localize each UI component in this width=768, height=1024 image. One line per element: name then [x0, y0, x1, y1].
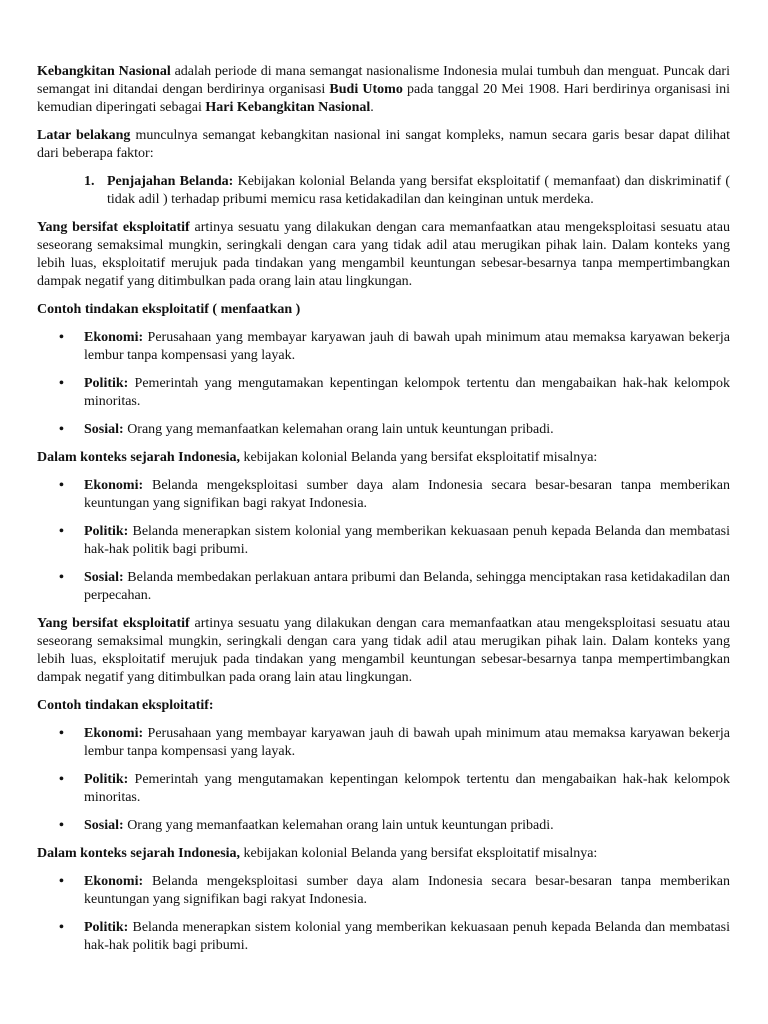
- item-text: Orang yang memanfaatkan kelemahan orang lain untuk keuntungan pribadi.: [123, 422, 554, 437]
- intro-paragraph: [37, 63, 730, 117]
- list-item: [37, 771, 730, 807]
- factor-item: [37, 173, 730, 209]
- item-label: Sosial:: [84, 818, 124, 833]
- list-item: [37, 725, 730, 761]
- definition-text: artinya sesuatu yang dilakukan dengan cara memanfaatkan atau mengeksploitasi sesuatu atau seseorang semaksimal mungkin, seringkali dengan cara yang tidak adil atau merugikan pihak lain. Dalam konteks yang lebih luas, eksploitatif merujuk pada tindakan yang mengambil keuntungan sebesar-besarnya tanpa mempertimbangkan dampak negatif yang ditimbulkan pada orang lain atau lingkungan.: [37, 220, 730, 289]
- intro-term: Kebangkitan Nasional: [37, 64, 171, 79]
- list-item: [37, 329, 730, 365]
- context-list: [37, 477, 730, 605]
- item-label: Ekonomi:: [84, 726, 144, 741]
- item-text: Perusahaan yang membayar karyawan jauh di bawah upah minimum atau memaksa karyawan bekerja lembur tanpa kompensasi yang layak.: [84, 330, 730, 363]
- context-paragraph: [37, 449, 730, 467]
- list-item: [37, 919, 730, 955]
- item-text: Pemerintah yang mengutamakan kepentingan kelompok tertentu dan mengabaikan hak-hak kelompok minoritas.: [84, 772, 730, 805]
- context-text: kebijakan kolonial Belanda yang bersifat eksploitatif misalnya:: [240, 450, 598, 465]
- definition-text: artinya sesuatu yang dilakukan dengan cara memanfaatkan atau mengeksploitasi sesuatu atau seseorang semaksimal mungkin, seringkali dengan cara yang tidak adil atau merugikan pihak lain. Dalam konteks yang lebih luas, eksploitatif merujuk pada tindakan yang mengambil keuntungan sebesar-besarnya tanpa mempertimbangkan dampak negatif yang ditimbulkan pada orang lain atau lingkungan.: [37, 616, 730, 685]
- list-item: [37, 375, 730, 411]
- examples-heading-text: Contoh tindakan eksploitatif:: [37, 698, 214, 713]
- examples-heading: [37, 301, 730, 319]
- examples-heading: [37, 697, 730, 715]
- item-label: Ekonomi:: [84, 330, 144, 345]
- context-term: Dalam konteks sejarah Indonesia,: [37, 450, 241, 465]
- definition-paragraph: [37, 219, 730, 291]
- item-text: Belanda menerapkan sistem kolonial yang memberikan kekuasaan penuh kepada Belanda dan membatasi hak-hak politik bagi pribumi.: [84, 524, 730, 557]
- context-list: [37, 873, 730, 955]
- item-label: Politik:: [84, 524, 129, 539]
- item-text: Orang yang memanfaatkan kelemahan orang lain untuk keuntungan pribadi.: [123, 818, 554, 833]
- item-text: Perusahaan yang membayar karyawan jauh di bawah upah minimum atau memaksa karyawan bekerja lembur tanpa kompensasi yang layak.: [84, 726, 730, 759]
- item-label: Politik:: [84, 376, 129, 391]
- item-text: Belanda membedakan perlakuan antara pribumi dan Belanda, sehingga menciptakan rasa ketidakadilan dan perpecahan.: [84, 570, 730, 603]
- item-text: Belanda menerapkan sistem kolonial yang memberikan kekuasaan penuh kepada Belanda dan membatasi hak-hak politik bagi pribumi.: [84, 920, 730, 953]
- list-item: [37, 523, 730, 559]
- list-item: [37, 421, 730, 439]
- intro-text: adalah periode di mana semangat nasionalisme Indonesia mulai tumbuh dan menguat. Puncak dari semangat ini ditandai dengan berdirinya organisasi: [37, 64, 730, 97]
- examples-list: [37, 725, 730, 835]
- item-label: Politik:: [84, 920, 129, 935]
- list-item: [37, 817, 730, 835]
- commemoration-day: Hari Kebangkitan Nasional: [205, 100, 371, 115]
- factor-text: Kebijakan kolonial Belanda yang bersifat eksploitatif ( memanfaat) dan diskriminatif ( tidak adil ) terhadap pribumi memicu rasa ketidakadilan dan keinginan untuk merdeka.: [107, 174, 730, 207]
- item-label: Politik:: [84, 772, 129, 787]
- item-label: Ekonomi:: [84, 478, 144, 493]
- intro-text: pada tanggal 20 Mei 1908. Hari berdirinya organisasi ini kemudian diperingati sebagai: [37, 82, 731, 115]
- item-label: Ekonomi:: [84, 874, 144, 889]
- item-text: Pemerintah yang mengutamakan kepentingan kelompok tertentu dan mengabaikan hak-hak kelompok minoritas.: [84, 376, 730, 409]
- item-text: Belanda mengeksploitasi sumber daya alam Indonesia secara besar-besaran tanpa memberikan keuntungan yang signifikan bagi rakyat Indonesia.: [84, 478, 730, 511]
- definition-term: Yang bersifat eksploitatif: [37, 616, 190, 631]
- list-item: [37, 569, 730, 605]
- background-paragraph: [37, 127, 730, 163]
- factor-number: 1.: [84, 174, 95, 189]
- item-text: Belanda mengeksploitasi sumber daya alam Indonesia secara besar-besaran tanpa memberikan keuntungan yang signifikan bagi rakyat Indonesia.: [84, 874, 730, 907]
- factors-list: [37, 173, 730, 209]
- item-label: Sosial:: [84, 422, 124, 437]
- definition-paragraph: [37, 615, 730, 687]
- examples-list: [37, 329, 730, 439]
- examples-heading-text: Contoh tindakan eksploitatif ( menfaatkan ): [37, 302, 301, 317]
- context-text: kebijakan kolonial Belanda yang bersifat eksploitatif misalnya:: [240, 846, 598, 861]
- intro-text: .: [370, 100, 374, 115]
- factor-label: Penjajahan Belanda:: [107, 174, 234, 189]
- list-item: [37, 873, 730, 909]
- list-item: [37, 477, 730, 513]
- context-paragraph: [37, 845, 730, 863]
- item-label: Sosial:: [84, 570, 124, 585]
- organization-name: Budi Utomo: [329, 82, 403, 97]
- background-text: munculnya semangat kebangkitan nasional ini sangat kompleks, namun secara garis besar dapat dilihat dari beberapa faktor:: [37, 128, 730, 161]
- context-term: Dalam konteks sejarah Indonesia,: [37, 846, 241, 861]
- background-term: Latar belakang: [37, 128, 131, 143]
- definition-term: Yang bersifat eksploitatif: [37, 220, 190, 235]
